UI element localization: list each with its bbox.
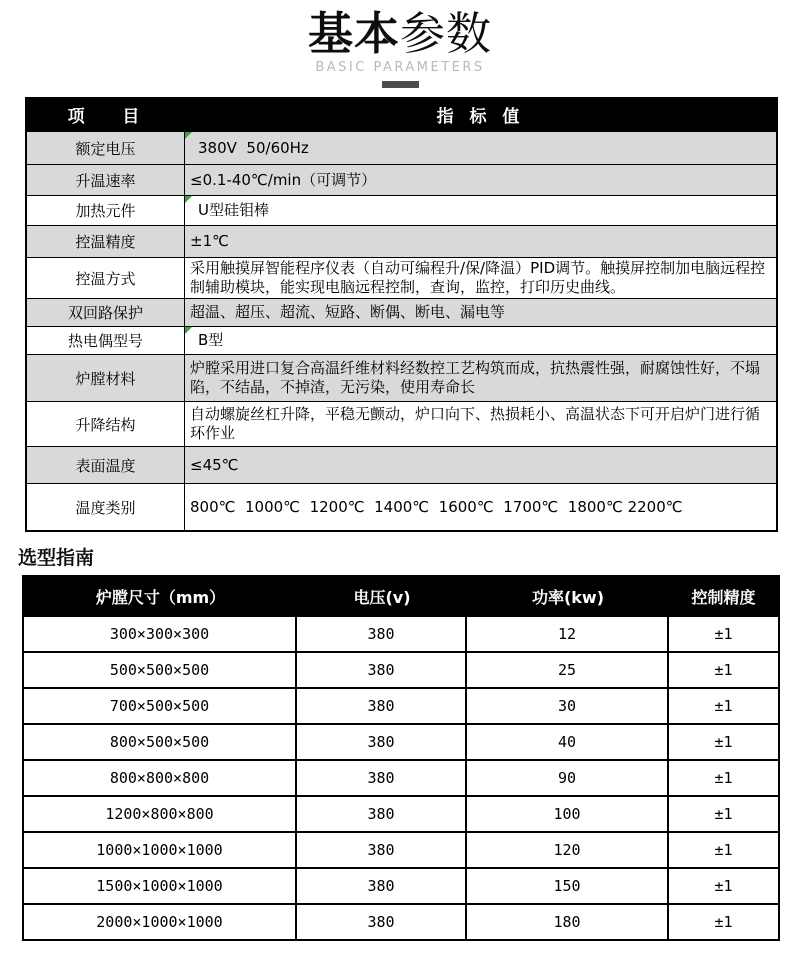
guide-table-row (24, 615, 778, 651)
guide-cell-value: 380 (297, 617, 467, 651)
page-title (0, 8, 800, 60)
spec-table-row (27, 195, 776, 225)
guide-table-row (24, 795, 778, 831)
spec-table-row (27, 401, 776, 446)
guide-cell-value: 1200×800×800 (24, 797, 297, 831)
spec-table-row (27, 298, 776, 326)
cell-corner-marker-icon (185, 132, 192, 139)
spec-row-label: 表面温度 (27, 447, 185, 483)
guide-cell-value: 380 (297, 797, 467, 831)
guide-table-row (24, 651, 778, 687)
spec-row-label: 控温方式 (27, 258, 185, 298)
spec-row-label: 升温速率 (27, 165, 185, 195)
guide-cell-value: 800×500×500 (24, 725, 297, 759)
guide-cell-value: 150 (467, 869, 669, 903)
page-title-heavy-part: 基本 (307, 7, 400, 60)
spec-row-value: ≤0.1-40℃/min（可调节） (190, 170, 377, 189)
guide-cell-value: 12 (467, 617, 669, 651)
guide-cell-value: ±1 (714, 661, 733, 679)
guide-cell-value: 800×800×800 (24, 761, 297, 795)
spec-row-label: 热电偶型号 (27, 327, 185, 354)
spec-header-item-column: 项 目 (67, 106, 145, 127)
spec-table-header-row (27, 97, 776, 131)
guide-cell-value: ±1 (714, 841, 733, 859)
page-title-light-part: 参数 (400, 7, 493, 60)
guide-cell-value: 120 (467, 833, 669, 867)
guide-cell-value: 700×500×500 (24, 689, 297, 723)
guide-cell-value: ±1 (714, 877, 733, 895)
spec-row-value: 采用触摸屏智能程序仪表（自动可编程升/保/降温）PID调节。触摸屏控制加电脑远程控制辅助模块，能实现电脑远程控制，查询，监控，打印历史曲线。 (190, 259, 766, 296)
guide-column-header: 炉膛尺寸（mm） (95, 587, 226, 607)
spec-row-value: ≤45℃ (190, 455, 239, 474)
spec-row-label: 双回路保护 (27, 299, 185, 326)
guide-cell-value: 380 (297, 905, 467, 939)
guide-cell-value: 90 (467, 761, 669, 795)
selection-guide-heading: 选型指南 (18, 547, 95, 569)
guide-table-row (24, 831, 778, 867)
guide-table-row (24, 723, 778, 759)
guide-cell-value: 1500×1000×1000 (24, 869, 297, 903)
guide-cell-value: 380 (297, 761, 467, 795)
cell-corner-marker-icon (185, 327, 192, 334)
spec-row-value: 炉膛采用进口复合高温纤维材料经数控工艺构筑而成，抗热震性强，耐腐蚀性好，不塌陷，不结晶，不掉渣，无污染，使用寿命长 (190, 359, 761, 396)
title-block (0, 8, 800, 88)
guide-cell-value: ±1 (714, 733, 733, 751)
guide-cell-value: 100 (467, 797, 669, 831)
spec-row-value: 超温、超压、超流、短路、断偶、断电、漏电等 (190, 303, 506, 321)
guide-column-header: 电压(v) (353, 587, 411, 607)
guide-cell-value: 380 (297, 833, 467, 867)
guide-cell-value: 380 (297, 689, 467, 723)
spec-row-value: U型硅钼棒 (185, 196, 776, 225)
spec-row-label: 升降结构 (27, 402, 185, 446)
guide-cell-value: 2000×1000×1000 (24, 905, 297, 939)
spec-table-row (27, 354, 776, 401)
guide-cell-value: 30 (467, 689, 669, 723)
spec-row-label: 额定电压 (27, 132, 185, 164)
spec-row-label: 加热元件 (27, 196, 185, 225)
guide-cell-value: 180 (467, 905, 669, 939)
basic-parameters-table (25, 97, 778, 532)
guide-cell-value: ±1 (714, 769, 733, 787)
spec-table-row (27, 326, 776, 354)
guide-cell-value: 25 (467, 653, 669, 687)
guide-column-header: 控制精度 (691, 587, 756, 607)
guide-cell-value: 1000×1000×1000 (24, 833, 297, 867)
guide-cell-value: ±1 (714, 913, 733, 931)
guide-table-row (24, 759, 778, 795)
guide-column-header: 功率(kw) (531, 587, 605, 607)
spec-table-row (27, 483, 776, 530)
guide-cell-value: ±1 (714, 805, 733, 823)
guide-cell-value: 380 (297, 869, 467, 903)
spec-row-label: 炉膛材料 (27, 355, 185, 401)
guide-cell-value: 40 (467, 725, 669, 759)
selection-guide-table (22, 575, 780, 941)
title-underline-bar (382, 81, 419, 88)
spec-row-label: 温度类别 (27, 484, 185, 530)
spec-table-row (27, 225, 776, 257)
spec-row-value: ±1℃ (190, 232, 229, 250)
guide-table-body (24, 615, 778, 939)
spec-row-value: 自动螺旋丝杠升降，平稳无颤动，炉口向下、热损耗小、高温状态下可开启炉门进行循环作业 (190, 405, 761, 442)
spec-header-value-column: 指 标 值 (436, 106, 525, 127)
guide-cell-value: 380 (297, 653, 467, 687)
spec-table-body (27, 131, 776, 530)
guide-table-row (24, 867, 778, 903)
cell-corner-marker-icon (185, 196, 192, 203)
spec-row-value: 380V 50/60Hz (185, 132, 776, 164)
guide-cell-value: ±1 (714, 625, 733, 643)
guide-table-row (24, 687, 778, 723)
guide-cell-value: 300×300×300 (24, 617, 297, 651)
spec-table-row (27, 131, 776, 164)
guide-table-row (24, 903, 778, 939)
spec-table-row (27, 446, 776, 483)
guide-cell-value: 380 (297, 725, 467, 759)
guide-cell-value: 500×500×500 (24, 653, 297, 687)
guide-cell-value: ±1 (714, 697, 733, 715)
guide-table-header-row (24, 577, 778, 615)
spec-row-value: 800℃ 1000℃ 1200℃ 1400℃ 1600℃ 1700℃ 1800℃ 2200℃ (190, 497, 683, 516)
spec-row-value: B型 (185, 327, 776, 354)
spec-table-row (27, 257, 776, 298)
page-subtitle: BASIC PARAMETERS (315, 59, 485, 75)
spec-row-label: 控温精度 (27, 226, 185, 257)
spec-table-row (27, 164, 776, 195)
